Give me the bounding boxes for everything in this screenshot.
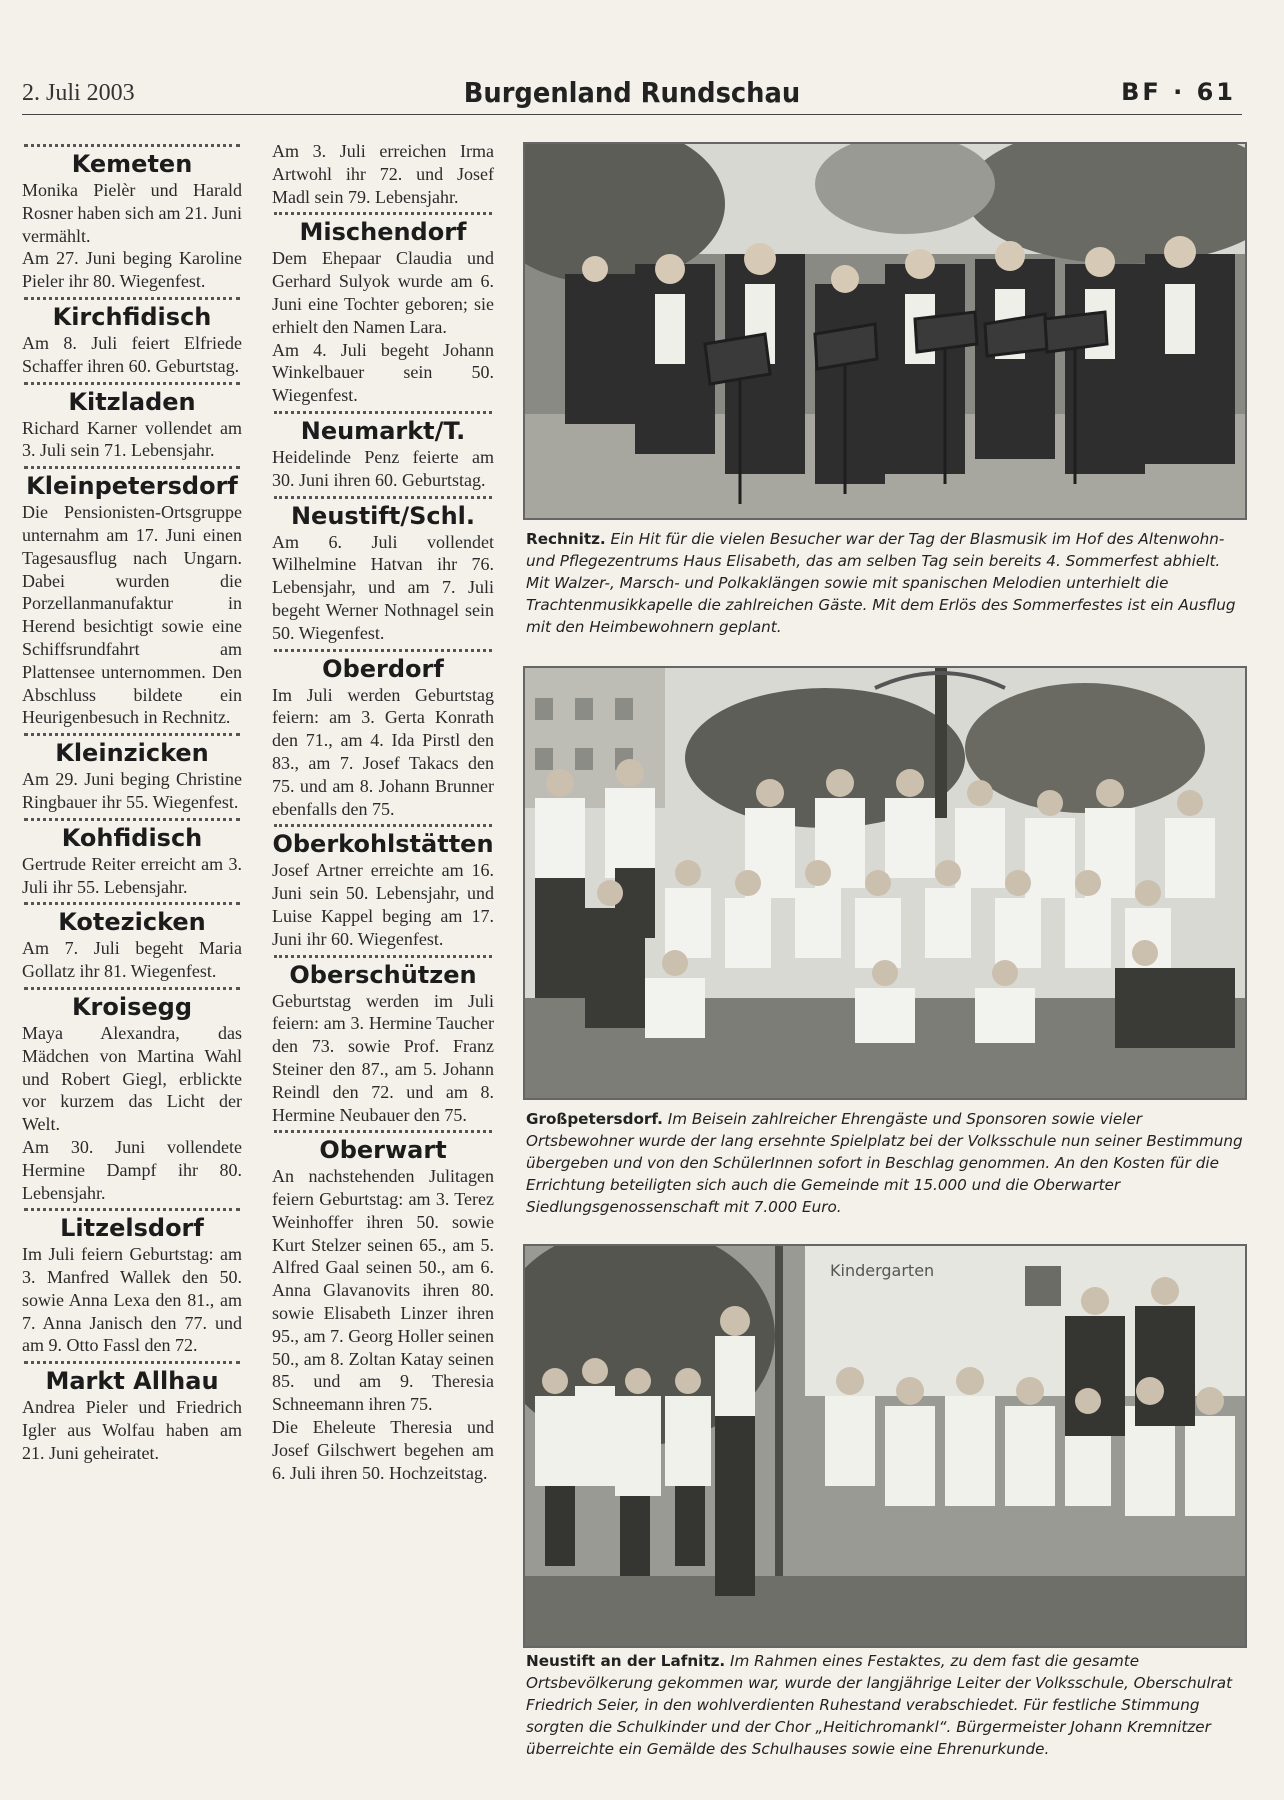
section-kohfidisch	[22, 823, 242, 899]
divider	[24, 1208, 240, 1211]
caption-text: Im Rahmen eines Festaktes, zu dem fast die gesamte Ortsbevölkerung gekommen war, wurde der langjährige Leiter der Volksschule, Oberschulrat Friedrich Seier, in den wohlverdienten Ruhestand verabschiedet. Für festliche Stimmung sorgten die Schulkinder und der Chor „Heitichromankl“. Bürgermeister Johann Kremnitzer überreichte ein Gemälde des Schulhauses sowie eine Ehrenurkunde.	[526, 1652, 1233, 1758]
divider	[24, 382, 240, 385]
section-heading: Kitzladen	[68, 387, 196, 416]
caption-text: Im Beisein zahlreicher Ehrengäste und Sponsoren sowie vieler Ortsbewohner wurde der lang ersehnte Spielplatz bei der Volksschule nun seiner Bestimmung übergeben und von den SchülerInnen sofort in Beschlag genommen. An den Kosten für die Errichtung beteiligten sich auch die Gemeinde mit 15.000 und die Oberwarter Siedlungsgenossenschaft mit 7.000 Euro.	[526, 1110, 1243, 1216]
section-heading: Oberwart	[319, 1136, 447, 1165]
section-heading: Kohfidisch	[61, 823, 203, 852]
page-number: BF · 61	[1121, 78, 1236, 106]
column-left	[22, 140, 242, 1465]
section-heading: Kroisegg	[71, 992, 193, 1021]
section-heading: Kirchfidisch	[52, 302, 212, 331]
section-oberkohlstaetten	[272, 829, 494, 950]
section-kotezicken	[22, 907, 242, 983]
divider	[274, 955, 492, 958]
caption-text: Ein Hit für die vielen Besucher war der Tag der Blasmusik im Hof des Altenwohn- und Pflegezentrums Haus Elisabeth, das am selben Tag sein bereits 4. Sommerfest abhielt. Mit Walzer-, Marsch- und Polkaklängen sowie mit spanischen Melodien unterhielt die Trachtenmusikkapelle die zahlreichen Gäste. Mit dem Erlös des Sommerfestes ist ein Ausflug mit den Heimbewohnern geplant.	[526, 530, 1236, 636]
section-kemeten	[22, 149, 242, 293]
section-heading: Kleinzicken	[55, 739, 209, 768]
caption-neustift-lafnitz	[526, 1650, 1244, 1760]
section-kroisegg	[22, 992, 242, 1204]
section-heading: Oberdorf	[322, 654, 444, 683]
divider	[24, 818, 240, 821]
section-text: Gertrude Reiter erreicht am 3. Juli ihr 55. Lebensjahr.	[22, 853, 242, 897]
section-heading: Neustift/Schl.	[290, 501, 476, 530]
divider	[274, 824, 492, 827]
section-text: Am 8. Juli feiert Elfriede Schaffer ihren 60. Geburtstag.	[22, 332, 242, 376]
section-litzelsdorf	[22, 1213, 242, 1357]
section-heading: Neumarkt/T.	[300, 416, 466, 445]
caption-place: Rechnitz.	[526, 530, 606, 548]
column-middle	[272, 140, 494, 1484]
section-text: Am 29. Juni beging Christine Ringbauer ihr 55. Wiegenfest.	[22, 769, 242, 812]
section-text: Am 3. Juli erreichen Irma Artwohl ihr 72. und Josef Madl sein 79. Lebensjahr.	[272, 141, 494, 207]
section-heading: Markt Allhau	[45, 1367, 219, 1396]
divider	[274, 496, 492, 499]
section-neustift-schl	[272, 501, 494, 645]
section-heading: Kleinpetersdorf	[26, 472, 238, 501]
section-text: Im Juli feiern Geburtstag: am 3. Manfred Wallek den 50. sowie Anna Lexa den 81., am 7. Anna Janisch den 77. und am 9. Otto Fassl den 72.	[22, 1244, 242, 1356]
section-text: Josef Artner erreichte am 16. Juni sein 50. Lebensjahr, und Luise Kappel beging am 17. Juni ihr 60. Wiegenfest.	[272, 860, 494, 949]
divider	[24, 733, 240, 736]
section-text: Richard Karner vollendet am 3. Juli sein 71. Lebensjahr.	[22, 417, 242, 461]
photo-playground-group	[523, 666, 1247, 1100]
section-text: Geburtstag werden im Juli feiern: am 3. Hermine Taucher den 73. sowie Prof. Franz Steiner den 87., am 5. Johann Reindl den 72. und am 8. Hermine Neubauer den 75.	[272, 990, 494, 1125]
section-heading: Kotezicken	[58, 908, 206, 937]
divider	[274, 649, 492, 652]
section-heading: Oberschützen	[289, 960, 477, 989]
section-heading: Oberkohlstätten	[272, 830, 494, 859]
section-markt-allhau	[22, 1366, 242, 1464]
photo-school-ceremony	[523, 1244, 1247, 1648]
section-heading: Litzelsdorf	[60, 1214, 204, 1243]
section-text: Monika Pielèr und Harald Rosner haben sich am 21. Juni vermählt. Am 27. Juni beging Karoline Pieler ihr 80. Wiegenfest.	[22, 180, 242, 292]
caption-place: Großpetersdorf.	[526, 1110, 663, 1128]
section-text: Dem Ehepaar Claudia und Gerhard Sulyok wurde am 6. Juni eine Tochter geboren; sie erhielt den Namen Lara. Am 4. Juli begeht Johann Winkelbauer sein 50. Wiegenfest.	[272, 248, 494, 406]
section-text: An nachstehenden Julitagen feiern Geburtstag: am 3. Terez Weinhoffer ihren 50. sowie Kurt Stelzer seinen 65., am 5. Alfred Gaal seinen 50., am 6. Anna Glavanovits ihren 80. sowie Elisabeth Linzer ihren 95., am 7. Georg Holler seinen 50., am 8. Zoltan Katay seinen 85. und am 9. Theresia Schneemann ihren 75. Die Eheleute Theresia und Josef Gilschwert begehen am 6. Juli ihren 50. Hochzeitstag.	[272, 1166, 494, 1483]
caption-grosspetersdorf	[526, 1108, 1244, 1218]
section-oberschuetzen	[272, 960, 494, 1127]
section-text: Andrea Pieler und Friedrich Igler aus Wolfau haben am 21. Juni geheiratet.	[22, 1397, 242, 1463]
section-text: Heidelinde Penz feierte am 30. Juni ihren 60. Geburtstag.	[272, 446, 494, 490]
kindergarten-sign: Kindergarten	[830, 1261, 935, 1280]
divider	[274, 212, 492, 215]
section-kirchfidisch	[22, 302, 242, 378]
section-oberdorf	[272, 654, 494, 821]
divider	[24, 902, 240, 905]
section-text: Die Pensionisten-Ortsgruppe unternahm am 17. Juni einen Tagesausflug nach Ungarn. Dabei wurden die Porzellanmanufaktur in Herend besichtigt sowie eine Schiffsrundfahrt am Plattensee unternommen. Den Abschluss bildete ein Heurigenbesuch in Rechnitz.	[22, 502, 242, 728]
section-text: Maya Alexandra, das Mädchen von Martina Wahl und Robert Giegl, erblickte vor kurzem das Licht der Welt. Am 30. Juni vollendete Hermine Dampf ihr 80. Lebensjahr.	[22, 1022, 242, 1203]
divider	[24, 297, 240, 300]
divider	[24, 1361, 240, 1364]
divider	[24, 144, 240, 147]
section-kleinzicken	[22, 738, 242, 814]
page-header	[22, 78, 1242, 115]
section-heading: Mischendorf	[299, 218, 467, 247]
section-heading: Kemeten	[71, 150, 193, 178]
section-text: Am 6. Juli vollendet Wilhelmine Hatvan ihr 76. Lebensjahr, und am 7. Juli begeht Werner Nothnagel sein 50. Wiegenfest.	[272, 531, 494, 643]
caption-place: Neustift an der Lafnitz.	[526, 1652, 726, 1670]
divider	[24, 987, 240, 990]
section-neumarkt	[272, 416, 494, 492]
section-text: Im Juli werden Geburtstag feiern: am 3. Gerta Konrath den 71., am 4. Ida Pirstl den 83., am 7. Josef Takacs den 75. und am 8. Johann Brunner ebenfalls den 75.	[272, 684, 494, 819]
section-kitzladen	[22, 387, 242, 463]
photo-brass-band	[523, 142, 1247, 520]
divider	[274, 411, 492, 414]
divider	[24, 466, 240, 469]
section-kleinpetersdorf	[22, 471, 242, 729]
caption-rechnitz	[526, 528, 1244, 638]
divider	[274, 1130, 492, 1133]
issue-date: 2. Juli 2003	[22, 80, 135, 106]
section-text: Am 7. Juli begeht Maria Gollatz ihr 81. Wiegenfest.	[22, 938, 242, 982]
section-mischendorf	[272, 217, 494, 407]
newspaper-title: Burgenland Rundschau	[463, 76, 801, 109]
section-oberwart	[272, 1135, 494, 1484]
